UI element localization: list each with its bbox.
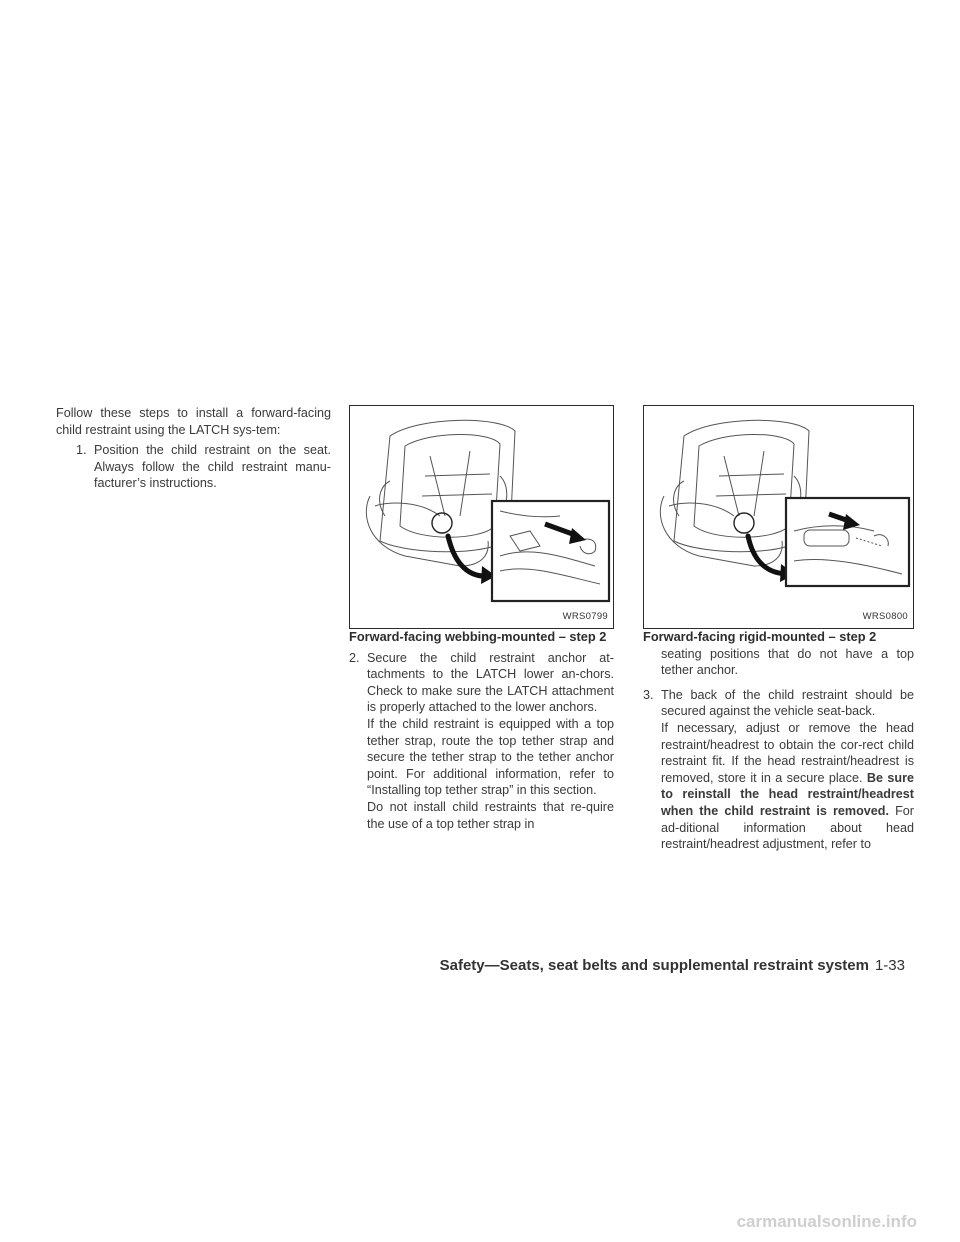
figure-webbing-mounted (349, 405, 614, 629)
continued-text: seating positions that do not have a top tether anchor. (661, 646, 914, 678)
step-2 (349, 650, 614, 716)
watermark-text: carmanualsonline.info (736, 1212, 917, 1231)
watermark (0, 1212, 960, 1232)
intro-paragraph: Follow these steps to install a forward-facing child restraint using the LATCH sys-tem: (56, 406, 331, 437)
column-1 (56, 405, 331, 492)
figure-caption: Forward-facing webbing-mounted – step 2 (349, 629, 607, 644)
figure-rigid-mounted (643, 405, 914, 629)
figure-caption: Forward-facing rigid-mounted – step 2 (643, 629, 877, 644)
paragraph-top-tether: If the child restraint is equipped with a top tether strap, route the top tether strap and secure the tether strap to the tether anchor point. For additional information, refer to “Installing top tether strap” in this section. (367, 716, 614, 798)
head-restraint-text-start: If necessary, adjust or remove the head restraint/headrest to obtain the cor-rect child restraint fit. If the head restraint/headrest is removed, store it in a secure place. (661, 720, 914, 785)
column-3 (643, 405, 914, 853)
page-number: 1-33 (874, 957, 905, 974)
step-3-number: 3. (643, 687, 654, 702)
step-2-text: Secure the child restraint anchor at-tachments to the LATCH lower an-chors. Check to make sure the LATCH attachment is properly attached to the lower anchors. (367, 650, 614, 715)
page-footer (0, 957, 960, 974)
step-1 (76, 442, 331, 492)
step-1-number: 1. (76, 443, 87, 458)
head-restraint-text-end: For ad-ditional information about head restraint/headrest adjustment, refer to (661, 803, 914, 852)
column-2 (349, 405, 614, 832)
step-2-number: 2. (349, 650, 360, 665)
figure-code: WRS0800 (862, 611, 908, 623)
section-title: Safety—Seats, seat belts and supplemental restraint system (439, 957, 869, 974)
step-3-text: The back of the child restraint should be secured against the vehicle seat-back. (661, 687, 914, 719)
head-restraint-warning: Be sure to reinstall the head restraint/headrest when the child restraint is removed. (661, 770, 915, 818)
paragraph-do-not-install: Do not install child restraints that re-quire the use of a top tether strap in (367, 799, 614, 831)
step-3 (643, 687, 914, 720)
child-seat-webbing-illustration (350, 406, 614, 628)
step-1-text: Position the child restraint on the seat. Always follow the child restraint manu-facturer’s instructions. (94, 443, 331, 491)
child-seat-rigid-illustration (644, 406, 914, 628)
paragraph-head-restraint (643, 720, 914, 853)
figure-code: WRS0799 (562, 611, 608, 623)
